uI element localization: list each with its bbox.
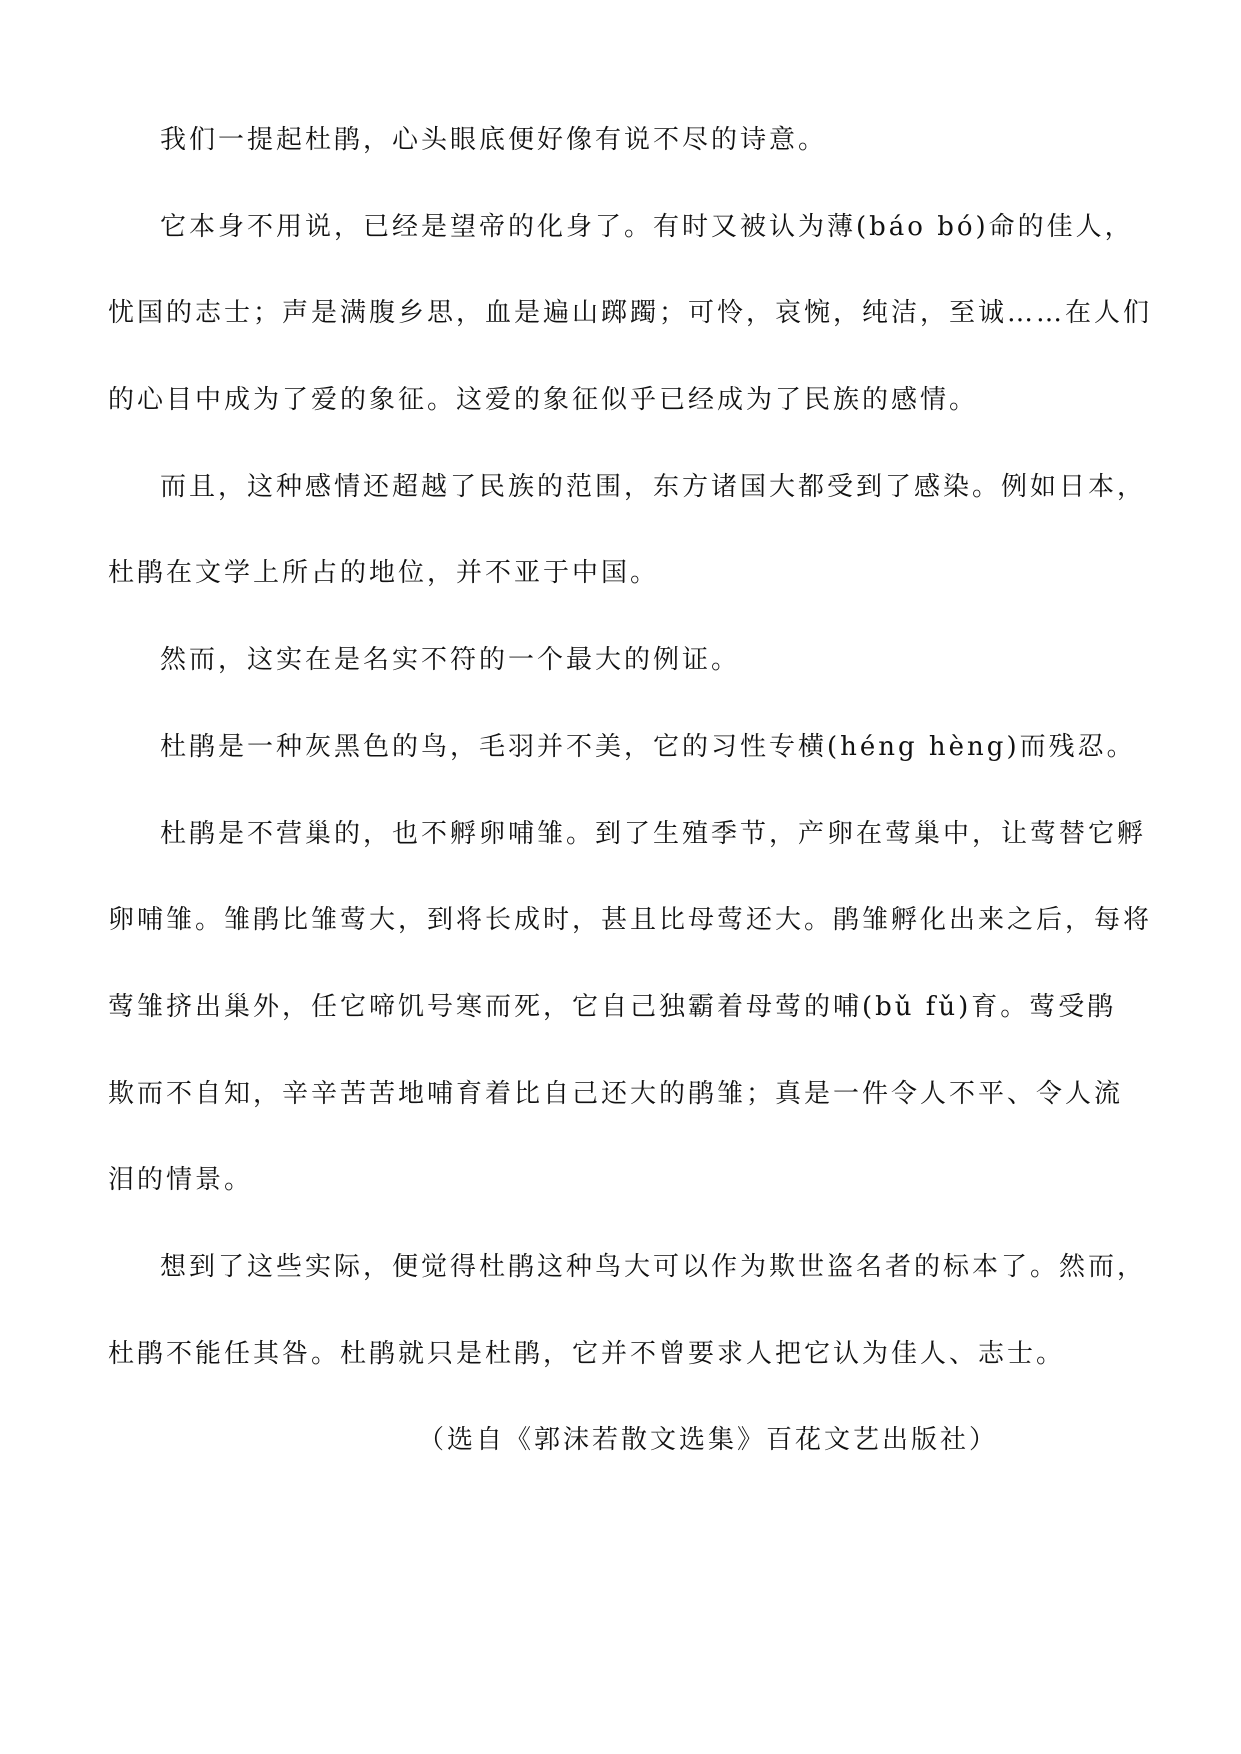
paragraph [108, 617, 1008, 704]
text-line: 卵哺雏。雏鹃比雏莺大，到将长成时，甚且比母莺还大。鹃雏孵化出来之后，每将 [108, 905, 1153, 936]
paragraph [108, 1224, 1147, 1397]
paragraph [108, 704, 1136, 791]
paragraph [108, 791, 1153, 1224]
document-page [108, 97, 1153, 1484]
text-line: 想到了这些实际，便觉得杜鹃这种鸟大可以作为欺世盗名者的标本了。然而， [160, 1251, 1147, 1282]
text-line: 欺而不自知，辛辛苦苦地哺育着比自己还大的鹃雏；真是一件令人不平、令人流 [108, 1078, 1124, 1109]
paragraph [108, 184, 1153, 444]
paragraph [108, 97, 1008, 184]
text-line: 杜鹃不能任其咎。杜鹃就只是杜鹃，它并不曾要求人把它认为佳人、志士。 [108, 1338, 1066, 1369]
text-line: 莺雏挤出巢外，任它啼饥号寒而死，它自己独霸着母莺的哺(bǔ fǔ)育。莺受鹃 [108, 991, 1117, 1022]
text-line: 然而，这实在是名实不符的一个最大的例证。 [160, 645, 741, 676]
text-line: 忧国的志士；声是满腹乡思，血是遍山踯躅；可怜，哀惋，纯洁，至诚……在人们 [108, 298, 1153, 329]
text-line: 它本身不用说，已经是望帝的化身了。有时又被认为薄(báo bó)命的佳人， [160, 211, 1134, 242]
text-line: 杜鹃是一种灰黑色的鸟，毛羽并不美，它的习性专横(héng hèng)而残忍。 [160, 731, 1136, 762]
paragraph [108, 444, 1147, 617]
text-line: 我们一提起杜鹃，心头眼底便好像有说不尽的诗意。 [160, 125, 828, 155]
text-line: 的心目中成为了爱的象征。这爱的象征似乎已经成为了民族的感情。 [108, 385, 979, 416]
text-line: 泪的情景。 [108, 1165, 254, 1196]
text-line: 杜鹃在文学上所占的地位，并不亚于中国。 [108, 558, 660, 589]
text-line: 杜鹃是不营巢的，也不孵卵哺雏。到了生殖季节，产卵在莺巢中，让莺替它孵 [160, 818, 1147, 849]
text-line: 而且，这种感情还超越了民族的范围，东方诸国大都受到了感染。例如日本， [160, 471, 1147, 502]
source-citation: （选自《郭沫若散文选集》百花文艺出版社） [417, 1425, 998, 1456]
